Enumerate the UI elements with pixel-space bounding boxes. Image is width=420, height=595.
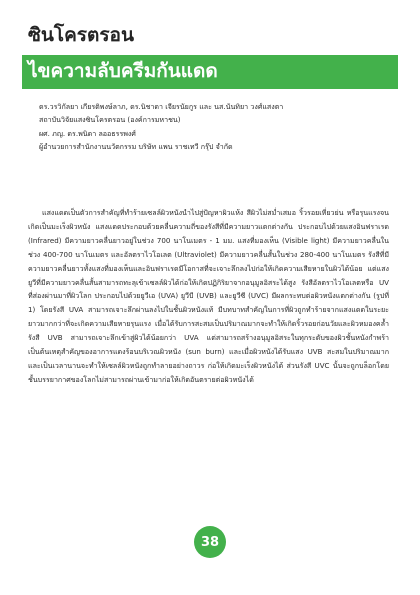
body-paragraph: แสงแดดเป็นตัวการสำคัญที่ทำร้ายเซลล์ผิวหนังนำไปสู่ปัญหาผิวแห้ง สีผิวไม่สม่ำเสมอ ริ้วรอยเหี่ยวย่น หรือรุนแรงจนเกิดเป็นมะเร็งผิวหนัง แสงแดดประกอบด้วยคลื่นความถี่ของรังสีที่มีความยาวแตกต่างกัน ประกอบไปด้วยแสงอินฟราเรด (Infrared) มีความยาวคลื่นยาวอยู่ในช่วง 700 นาโนเมตร - 1 มม. แสงที่มองเห็น (Visible light) มีความยาวคลื่นในช่วง 400-700 นาโนเมตร และอัลตราไวโอเลต (Ultraviolet) มีความยาวคลื่นสั้นในช่วง 280-400 นาโนเมตร รังสีที่มีความยาวคลื่นยาวทั้งแสงที่มองเห็นและอินฟราเรดมีโอกาสที่จะเจาะลึกลงไปก่อให้เกิดความเสียหายในผิวได้น้อย แต่แสงยูวีที่มีความยาวคลื่นสั้นสามารถทะลุเข้าเซลล์ผิวได้ก่อให้เกิดปฏิกิริยาจากอนุมูลอิสระได้สูง รังสีอัลตราไวโอเลตหรือ UV ที่ส่องผ่านมาที่ผิวโลก ประกอบไปด้วยยูวีเอ (UVA) ยูวีบี (UVB) และยูวีซี (UVC) มีผลกระทบต่อผิวหนังแตกต่างกัน (รูปที่ 1) โดยรังสี UVA สามารถเจาะลึกผ่านลงไปในชั้นผิวหนังแท้ มีบทบาทสำคัญในการที่ผิวถูกทำร้ายจากแสงแดดในระยะยาวมากกว่าที่จะเกิดความเสียหายรุนแรง เมื่อได้รับการสะสมเป็นปริมาณมากจะทำให้เกิดริ้วรอยก่อนวัยและผิวหมองคล้ำ รังสี UVB สามารถเจาะลึกเข้าสู่ผิวได้น้อยกว่า UVA แต่สามารถสร้างอนุมูลอิสระในทุกระดับของผิวชั้นหนังกำพร้า เป็นต้นเหตุสำคัญของอาการแดงร้อนบริเวณผิวหนัง (sun burn) และเมื่อผิวหนังได้รับแสง UVB สะสมในปริมาณมากและเป็นเวลานานจะทำให้เซลล์ผิวหนังถูกทำลายอย่างถาวร ก่อให้เกิดมะเร็งผิวหนังได้ ส่วนรังสี UVC นั้นจะถูกบล็อกโดยชั้นบรรยากาศของโลกไม่สามารถผ่านเข้ามาก่อให้เกิดอันตรายต่อผิวหนังได้	[28, 208, 389, 384]
page-number: 38	[200, 534, 220, 550]
credit-line-authors: ดร.วรวิกัลยา เกียรติพงษ์ลาภ, ดร.นิชาดา เจียรนัยกูร และ นส.นันทิยา วงศ์แสงตา	[39, 102, 284, 111]
title-band	[22, 55, 398, 89]
credit-line-institute: สถาบันวิจัยแสงซินโครตรอน (องค์การมหาชน)	[39, 115, 181, 125]
page-number-badge	[194, 526, 226, 558]
article-title: ไขความลับครีมกันแดด	[28, 60, 218, 82]
credit-line-position: ผู้อำนวยการสำนักงานนวัตกรรม บริษัท แพน ราชเทวี กรุ๊ป จำกัด	[39, 141, 233, 151]
header-title: ซินโครตรอน	[28, 24, 134, 46]
author-credits	[39, 100, 399, 153]
credit-line-coauthor: ผศ. ภญ. ดร.พนิดา ลออธรรพงศ์	[39, 128, 136, 138]
